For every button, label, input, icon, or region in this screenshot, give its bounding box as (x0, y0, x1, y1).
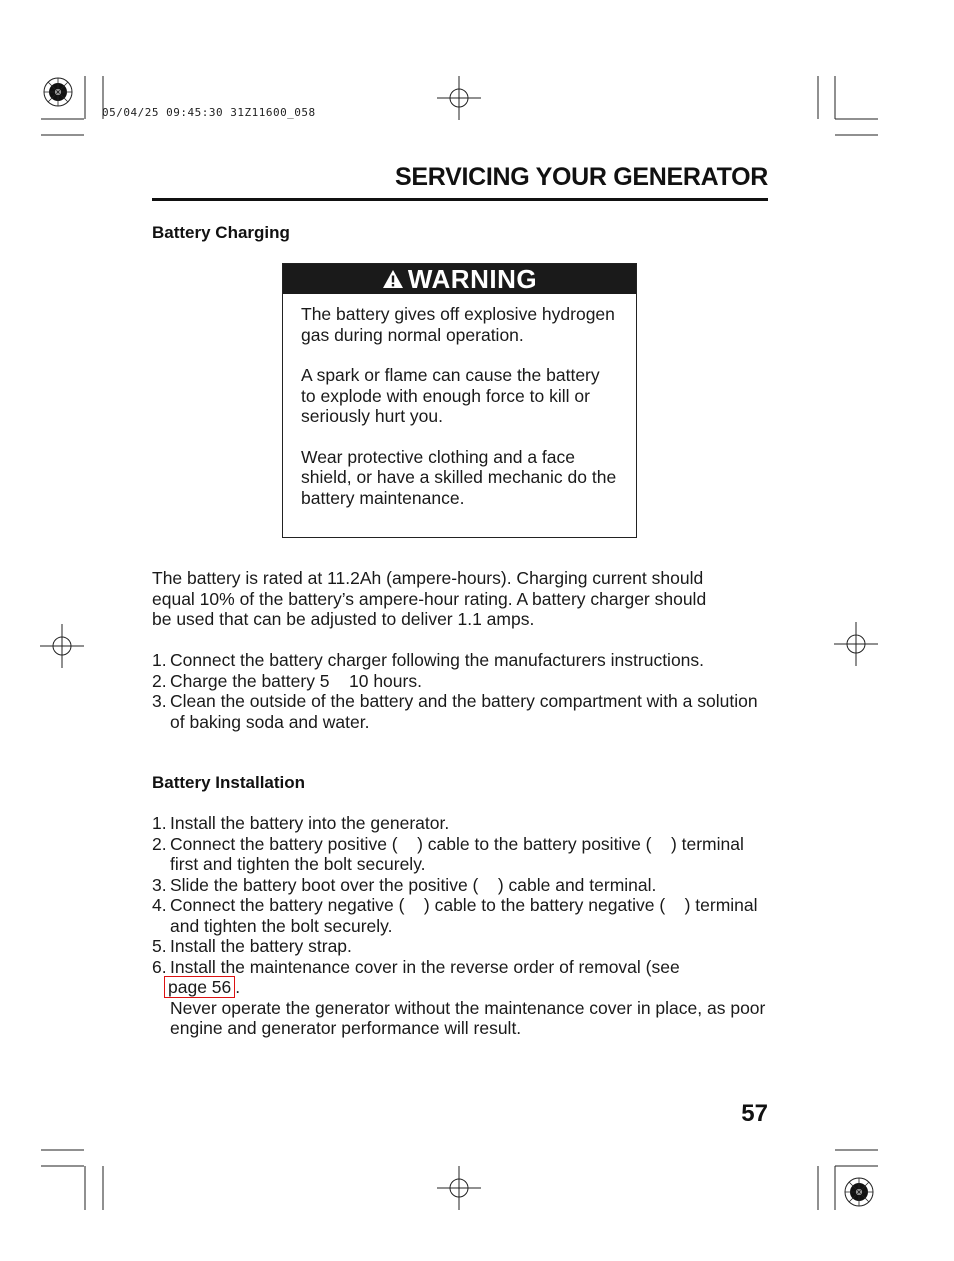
battery-installation-heading: Battery Installation (152, 773, 306, 792)
installation-steps (152, 813, 772, 1039)
list-item: 3. Slide the battery boot over the positive ( ) cable and terminal. (152, 874, 657, 895)
list-item: 1. Connect the battery charger following the manufacturers instructions. (152, 650, 705, 670)
charging-intro (152, 568, 722, 630)
warning-header (283, 264, 636, 294)
print-timestamp: 05/04/25 09:45:30 31Z11600_058 (102, 106, 316, 119)
warning-body (283, 294, 636, 508)
page-56-link[interactable]: page 56 (164, 976, 235, 998)
warning-box (282, 263, 637, 538)
charging-intro-text: The battery is rated at 11.2Ah (ampere-hours). Charging current should equal 10% of the battery’s ampere-hour rating. A battery charger should be used that can be adjusted to deliver 1.1 amps. (152, 568, 707, 629)
warning-paragraph: A spark or flame can cause the battery to explode with enough force to kill or seriously hurt you. (301, 365, 600, 426)
warning-label: WARNING (407, 263, 538, 294)
warning-paragraph: Wear protective clothing and a face shield, or have a skilled mechanic do the battery maintenance. (301, 446, 617, 508)
charging-steps (152, 650, 772, 732)
list-item: 5. Install the battery strap. (152, 936, 352, 956)
maintenance-cover-note: Never operate the generator without the maintenance cover in place, as poor engine and generator performance will result. (170, 997, 766, 1038)
battery-charging-heading: Battery Charging (152, 223, 290, 242)
page-number: 57 (741, 1100, 768, 1127)
list-item: 2. Connect the battery positive ( ) cable to the battery positive ( ) terminal first and tighten the bolt securely. (152, 833, 749, 874)
warning-triangle-icon (382, 269, 404, 289)
list-item: 3. Clean the outside of the battery and the battery compartment with a solution of baking soda and water. (152, 691, 758, 732)
list-item: 2. Charge the battery 5 10 hours. (152, 670, 422, 691)
title-rule (152, 198, 768, 201)
list-item: 1. Install the battery into the generator. (152, 813, 450, 833)
list-item: 6. Install the maintenance cover in the reverse order of removal (see page 56 . Never operate the generator without the maintenance cover in place, as poor engine and generator performance will result. (152, 956, 766, 1038)
list-item: 4. Connect the battery negative ( ) cable to the battery negative ( ) terminal and tighten the bolt securely. (152, 895, 763, 936)
warning-paragraph: The battery gives off explosive hydrogen gas during normal operation. (301, 304, 615, 345)
section-title: SERVICING YOUR GENERATOR (395, 163, 768, 191)
